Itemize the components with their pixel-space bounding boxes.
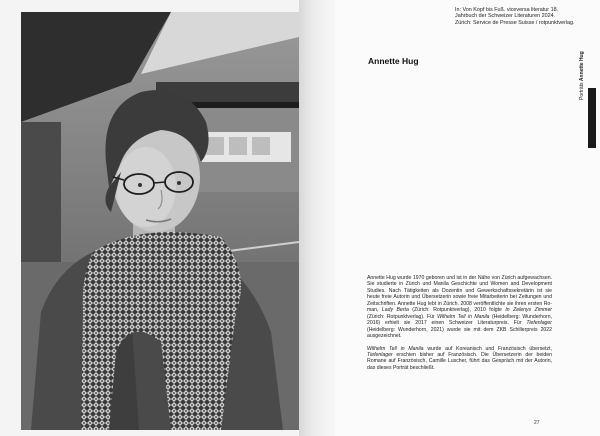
text-run: Annette Hug wurde 1970 geboren und ist in der Nähe von Zürich aufgewachsen. Sie studierte in Zürich und Manila Geschichte und Women and Development Studies. Nach Tätigkeiten als Dozentin und Gewerkschaftssekretärin ist sie heute freie Autorin und Übersetzerin sowie freie Mitarbeiterin bei Zeitungen und Zeitschriften. Annette Hug lebt in Zürich. 2008 veröffentlichte sie ihren ersten Roman, xyxy=(367,275,552,314)
book-title: Tiefenlager xyxy=(526,320,552,327)
book-title: In Zelenys Zimmer xyxy=(505,307,553,314)
text-run: (Heidelberg: Wunderhorn, 2016) erhielt sie 2017 einen Schweizer Literaturpreis. Für xyxy=(367,313,552,327)
biography-text xyxy=(367,275,552,377)
text-run: erschien bisher auf Französisch. Die Übersetzerin der beiden Romane auf Französisch, Camille Luscher, führt das Gespräch mit der Autorin, das dieses Porträt beschließt. xyxy=(367,351,552,371)
source-line: Zürich: Service de Presse Suisse / rotpunktverlag. xyxy=(455,19,575,26)
book-title: Lady Berta xyxy=(381,307,409,314)
book-title: Wilhelm Tell in Manila xyxy=(367,345,424,352)
text-run: (Heidelberg: Wunderhorn, 2021) wurde sie mit dem ZKB Schillerpreis 2022 ausgezeichnet. xyxy=(367,326,552,340)
text-run: wurde auf Koreanisch und Französisch übersetzt, xyxy=(423,345,552,352)
book-gutter xyxy=(299,0,335,436)
section-name: Annette Hug xyxy=(579,51,585,82)
page-title: Annette Hug xyxy=(368,56,419,66)
page-number: 27 xyxy=(534,420,540,426)
portrait-photo xyxy=(21,12,299,430)
section-tab-marker xyxy=(588,88,596,148)
text-run: (Zürich: Rotpunktverlag). Für xyxy=(367,313,438,320)
section-tab-label xyxy=(579,51,585,100)
source-citation xyxy=(455,7,595,26)
text-run: (Zürich: Rotpunktverlag), 2010 folgte xyxy=(408,307,506,314)
biography-paragraph-1 xyxy=(367,275,552,340)
book-title: Tiefenlager xyxy=(367,351,393,358)
biography-paragraph-2 xyxy=(367,346,552,372)
book-title: Wilhelm Tell in Manila xyxy=(437,313,490,320)
source-line: Jahrbuch der Schweizer Literaturen 2024. xyxy=(455,13,556,20)
section-label: Porträts xyxy=(579,82,585,100)
source-line: In: Von Kopf bis Fuß. viceversa literatur 18. xyxy=(455,7,559,13)
